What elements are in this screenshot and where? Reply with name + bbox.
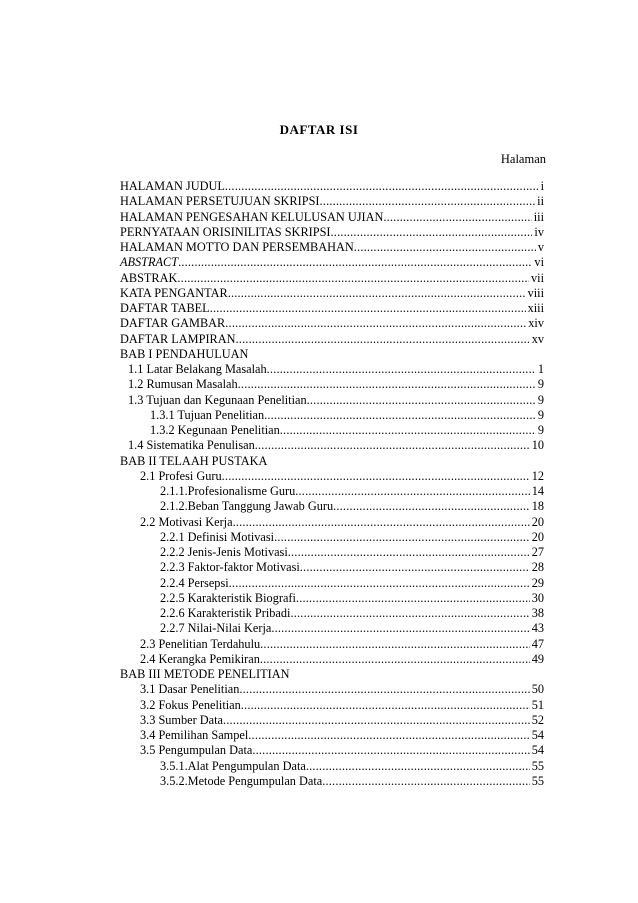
toc-entry bbox=[120, 316, 544, 331]
toc-entry-page: xiii bbox=[527, 301, 544, 315]
toc-entry bbox=[120, 362, 544, 377]
toc-entry-page: 47 bbox=[531, 636, 544, 651]
toc-leader-dots bbox=[333, 499, 530, 514]
toc-entry-page: 55 bbox=[531, 758, 544, 773]
toc-leader-dots bbox=[331, 225, 533, 240]
toc-entry-label: 3.3 Sumber Data bbox=[140, 712, 223, 727]
toc-entry bbox=[120, 194, 544, 209]
toc-entry-page: 12 bbox=[531, 468, 544, 483]
toc-leader-dots bbox=[178, 255, 532, 270]
toc-entry-page: 28 bbox=[531, 560, 544, 575]
toc-entry-page: 50 bbox=[531, 682, 544, 697]
toc-entry-label: HALAMAN PERSETUJUAN SKRIPSI bbox=[120, 194, 320, 209]
toc-entry bbox=[120, 499, 544, 514]
toc-leader-dots bbox=[354, 240, 536, 255]
toc-leader-dots bbox=[177, 271, 529, 286]
toc-entry-label: HALAMAN PENGESAHAN KELULUSAN UJIAN bbox=[120, 209, 384, 224]
page-title: DAFTAR ISI bbox=[279, 122, 359, 137]
toc-entry-page: 20 bbox=[531, 529, 544, 544]
toc-entry bbox=[120, 240, 544, 255]
toc-chapter-heading bbox=[120, 347, 544, 362]
toc-entry bbox=[120, 255, 544, 270]
toc-entry-page: iii bbox=[533, 209, 544, 224]
toc-entry bbox=[120, 576, 544, 591]
toc-entry-page: ii bbox=[537, 194, 544, 209]
toc-entry bbox=[120, 225, 544, 240]
toc-entry-page: v bbox=[537, 240, 544, 254]
toc-entry-page: 30 bbox=[531, 590, 544, 605]
toc-entry-page: vii bbox=[531, 270, 544, 285]
toc-entry bbox=[120, 530, 544, 545]
toc-entry-page: 51 bbox=[531, 697, 544, 712]
toc-leader-dots bbox=[300, 560, 530, 575]
toc-leader-dots bbox=[296, 591, 530, 606]
toc-entry bbox=[120, 179, 544, 194]
toc-entry-page: 54 bbox=[531, 743, 544, 758]
toc-entry bbox=[120, 652, 544, 667]
toc-entry-page: 9 bbox=[537, 423, 544, 437]
toc-entry-label: ABSTRAK bbox=[120, 270, 178, 285]
toc-entry bbox=[120, 621, 544, 636]
toc-entry-label: HALAMAN JUDUL bbox=[120, 179, 225, 193]
toc-leader-dots bbox=[241, 698, 530, 713]
toc-entry bbox=[120, 332, 544, 347]
toc-entry-page: 52 bbox=[531, 712, 544, 727]
toc-leader-dots bbox=[271, 621, 529, 636]
toc-entry-label: 3.4 Pemilihan Sampel bbox=[140, 728, 249, 742]
toc-entry-label: 2.2 Motivasi Kerja bbox=[140, 514, 233, 529]
toc-leader-dots bbox=[383, 210, 531, 225]
toc-entry-label: 2.2.7 Nilai-Nilai Kerja bbox=[160, 621, 272, 636]
toc-leader-dots bbox=[238, 377, 536, 392]
toc-entry-label: 2.2.2 Jenis-Jenis Motivasi bbox=[160, 545, 288, 559]
toc-entry bbox=[120, 271, 544, 286]
toc-entry-page: 14 bbox=[531, 484, 544, 498]
toc-entry bbox=[120, 408, 544, 423]
toc-entry-label: 1.4 Sistematika Penulisan bbox=[128, 438, 255, 453]
toc-entry-page: iv bbox=[534, 224, 544, 239]
toc-leader-dots bbox=[322, 774, 529, 789]
toc-entry-page: 9 bbox=[537, 407, 544, 422]
toc-entry-label: 2.2.4 Persepsi bbox=[160, 575, 229, 590]
toc-leader-dots bbox=[233, 515, 530, 530]
toc-entry-label: 1.3 Tujuan dan Kegunaan Penelitian bbox=[128, 392, 307, 407]
toc-entry-page: xv bbox=[531, 331, 544, 346]
toc-entry-label: 3.2 Fokus Penelitian bbox=[140, 697, 241, 712]
toc-entry bbox=[120, 545, 544, 560]
toc-leader-dots bbox=[236, 332, 530, 347]
toc-entry-label: 1.3.2 Kegunaan Penelitian bbox=[150, 423, 280, 437]
toc-entry-label: 2.2.6 Karakteristik Pribadi bbox=[160, 606, 291, 620]
toc-entry-label: 2.2.5 Karakteristik Biografi bbox=[160, 590, 296, 605]
toc-leader-dots bbox=[280, 423, 536, 438]
toc-entry-label: 3.1 Dasar Penelitian bbox=[140, 682, 240, 697]
toc-entry-label: 3.5.1.Alat Pengumpulan Data bbox=[160, 758, 306, 773]
toc-chapter-heading bbox=[120, 667, 544, 682]
toc-entry bbox=[120, 759, 544, 774]
toc-entry bbox=[120, 637, 544, 652]
toc-entry-label: 2.2.1 Definisi Motivasi bbox=[160, 529, 275, 544]
toc-leader-dots bbox=[223, 713, 530, 728]
toc-entry bbox=[120, 560, 544, 575]
toc-leader-dots bbox=[222, 469, 530, 484]
toc-entry-label: BAB I PENDAHULUAN bbox=[120, 346, 249, 361]
toc-entry-label: 2.2.3 Faktor-faktor Motivasi bbox=[160, 560, 300, 575]
toc-entry-page: 29 bbox=[531, 575, 544, 590]
toc-chapter-heading bbox=[120, 454, 544, 469]
toc-leader-dots bbox=[267, 362, 536, 377]
toc-entry bbox=[120, 698, 544, 713]
toc-entry-page: vi bbox=[534, 255, 544, 270]
toc-entry-label: 3.5 Pengumpulan Data bbox=[140, 743, 253, 758]
toc-entry-label: DAFTAR LAMPIRAN bbox=[120, 331, 236, 346]
toc-entry-page: 55 bbox=[531, 773, 544, 788]
toc-leader-dots bbox=[295, 484, 529, 499]
toc-entry-label: 3.5.2.Metode Pengumpulan Data bbox=[160, 773, 323, 788]
toc-entry-label: PERNYATAAN ORISINILITAS SKRIPSI bbox=[120, 224, 331, 239]
toc-leader-dots bbox=[248, 728, 529, 743]
toc-leader-dots bbox=[264, 408, 536, 423]
toc-entry-page: 49 bbox=[531, 651, 544, 666]
toc-entry bbox=[120, 301, 544, 316]
toc-entry bbox=[120, 438, 544, 453]
toc-leader-dots bbox=[320, 194, 536, 209]
toc-entry-page: xiv bbox=[528, 316, 544, 331]
toc-entry bbox=[120, 469, 544, 484]
toc-entry bbox=[120, 743, 544, 758]
toc-entry-label: 2.4 Kerangka Pemikiran bbox=[140, 651, 260, 666]
toc-entry-label: 1.1 Latar Belakang Masalah bbox=[128, 362, 267, 376]
toc-entry-label: BAB III METODE PENELITIAN bbox=[120, 667, 290, 681]
toc-entry-label: 2.1.2.Beban Tanggung Jawab Guru bbox=[160, 499, 334, 514]
toc-leader-dots bbox=[260, 637, 530, 652]
toc-entry-label: HALAMAN MOTTO DAN PERSEMBAHAN bbox=[120, 240, 354, 254]
toc-entry bbox=[120, 728, 544, 743]
toc-entry bbox=[120, 774, 544, 789]
page-column-label: Halaman bbox=[500, 152, 546, 166]
toc-entry bbox=[120, 377, 544, 392]
toc-entry bbox=[120, 591, 544, 606]
toc-entry-label: DAFTAR GAMBAR bbox=[120, 316, 226, 331]
toc-leader-dots bbox=[290, 606, 529, 621]
toc-entry bbox=[120, 515, 544, 530]
toc-leader-dots bbox=[307, 393, 536, 408]
toc-leader-dots bbox=[225, 179, 539, 194]
toc-entry bbox=[120, 606, 544, 621]
toc-entry-page: 27 bbox=[531, 545, 544, 559]
toc-leader-dots bbox=[229, 576, 530, 591]
toc-entry-page: 54 bbox=[531, 728, 544, 742]
toc-entry bbox=[120, 286, 544, 301]
toc-entry bbox=[120, 210, 544, 225]
toc-entry-page: 1 bbox=[537, 362, 544, 376]
toc-entry bbox=[120, 484, 544, 499]
toc-leader-dots bbox=[228, 286, 526, 301]
toc-entry-page: i bbox=[540, 179, 544, 193]
toc-entry-label: 1.3.1 Tujuan Penelitian bbox=[150, 407, 265, 422]
toc-entry bbox=[120, 393, 544, 408]
toc-leader-dots bbox=[274, 530, 530, 545]
toc-leader-dots bbox=[260, 652, 530, 667]
toc-entry bbox=[120, 423, 544, 438]
toc-entry-label: 2.1.1.Profesionalisme Guru bbox=[160, 484, 296, 498]
toc-leader-dots bbox=[225, 316, 526, 331]
toc-entry-page: 38 bbox=[531, 606, 544, 620]
toc-entry-page: 20 bbox=[531, 514, 544, 529]
toc-entry-page: 10 bbox=[531, 438, 544, 453]
toc-entry-label: KATA PENGANTAR bbox=[120, 285, 228, 300]
toc-entry-label: 2.1 Profesi Guru bbox=[140, 468, 222, 483]
toc-leader-dots bbox=[239, 682, 529, 697]
toc-entry-label: BAB II TELAAH PUSTAKA bbox=[120, 453, 268, 468]
toc-entry-page: 43 bbox=[531, 621, 544, 636]
toc-entry-label: 1.2 Rumusan Masalah bbox=[128, 377, 238, 392]
toc-entry-label: DAFTAR TABEL bbox=[120, 301, 210, 315]
toc-entry bbox=[120, 682, 544, 697]
toc-entry-page: 9 bbox=[537, 377, 544, 392]
toc-leader-dots bbox=[255, 438, 530, 453]
toc-entry-page: 9 bbox=[537, 392, 544, 407]
table-of-contents bbox=[120, 179, 544, 789]
toc-leader-dots bbox=[210, 301, 526, 316]
toc-entry-label: ABSTRACT bbox=[120, 255, 179, 270]
toc-leader-dots bbox=[252, 743, 529, 758]
toc-entry-page: viii bbox=[527, 285, 544, 300]
toc-leader-dots bbox=[288, 545, 530, 560]
toc-entry-label: 2.3 Penelitian Terdahulu bbox=[140, 636, 261, 651]
toc-entry bbox=[120, 713, 544, 728]
toc-leader-dots bbox=[306, 759, 530, 774]
toc-entry-page: 18 bbox=[531, 499, 544, 514]
